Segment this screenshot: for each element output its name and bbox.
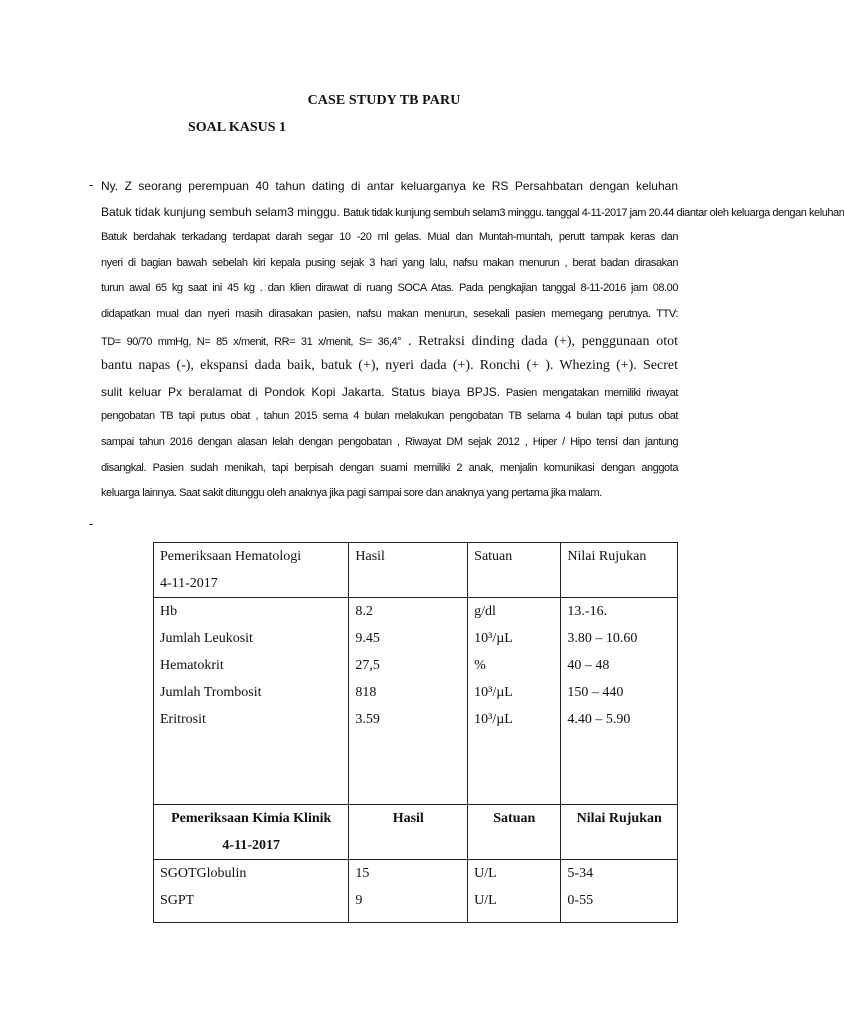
test-result: 15 xyxy=(355,866,370,881)
case-subtitle: SOAL KASUS 1 xyxy=(188,120,287,135)
paragraph-line: bantu napas (-), ekspansi dada baik, batuk (+), nyeri dada (+). Ronchi (+ ). Whezing (+). Secret xyxy=(101,358,678,374)
paragraph-line: nyeri di bagian bawah sebelah kiri kepala pusing sejak 3 hari yang lalu, nafsu makan menurun , berat badan dirasakan xyxy=(101,256,678,269)
test-result: 27,5 xyxy=(355,658,380,673)
case-paragraph xyxy=(101,174,844,507)
test-name: Hb xyxy=(160,604,178,619)
test-reference: 13.-16. xyxy=(567,604,608,619)
hematology-header-row xyxy=(154,543,678,598)
test-reference: 4.40 – 5.90 xyxy=(567,712,631,727)
reference-column xyxy=(561,860,678,923)
test-name: Hematokrit xyxy=(160,658,224,673)
test-name-column xyxy=(154,598,349,805)
reference-column xyxy=(561,598,678,805)
test-unit: g/dl xyxy=(474,604,496,619)
test-reference: 3.80 – 10.60 xyxy=(567,631,638,646)
test-unit: % xyxy=(474,658,486,673)
test-reference: 150 – 440 xyxy=(567,685,624,700)
test-name: SGPT xyxy=(160,893,195,908)
document-title: CASE STUDY TB PARU xyxy=(307,93,461,108)
test-result: 9.45 xyxy=(355,631,380,646)
paragraph-line: keluarga lainnya. Saat sakit ditunggu oleh anaknya jika pagi sampai sore dan anaknya yang pertama jika malam. xyxy=(101,487,602,500)
paragraph-line: Batuk berdahak terkadang terdapat darah segar 10 -20 ml gelas. Mual dan Muntah-muntah, perutt tampak keras dan xyxy=(101,231,678,244)
test-unit: 10³/µL xyxy=(474,712,513,727)
result-column xyxy=(349,860,468,923)
header-cell: Pemeriksaan Kimia Klinik 4-11-2017 xyxy=(154,805,349,860)
chemistry-body-row xyxy=(154,860,678,923)
header-cell: Hasil xyxy=(349,805,468,860)
header-cell: Nilai Rujukan xyxy=(561,543,678,598)
test-unit: 10³/µL xyxy=(474,685,513,700)
header-cell: Satuan xyxy=(468,805,561,860)
result-column xyxy=(349,598,468,805)
unit-column xyxy=(468,860,561,923)
paragraph-line: disangkal. Pasien sudah menikah, tapi berpisah dengan suami memiliki 2 anak, menjalin komunikasi dengan anggota xyxy=(101,461,678,474)
hematology-body-row xyxy=(154,598,678,805)
paragraph-line: Ny. Z seorang perempuan 40 tahun dating di antar keluarganya ke RS Persahbatan dengan keluhan xyxy=(101,179,678,193)
lab-results-table xyxy=(153,542,678,923)
test-unit: U/L xyxy=(474,866,497,881)
header-cell: Hasil xyxy=(349,543,468,598)
paragraph-line: pengobatan TB tapi putus obat , tahun 2015 sema 4 bulan melakukan pengobatan TB selama 4 bulan tapi putus obat xyxy=(101,410,678,423)
test-result: 3.59 xyxy=(355,712,380,727)
test-reference: 0-55 xyxy=(567,893,594,908)
paragraph-line: TD= 90/70 mmHg, N= 85 x/menit, RR= 31 x/menit, S= 36,4° . Retraksi dinding dada (+), penggunaan otot xyxy=(101,333,678,349)
header-cell: Nilai Rujukan xyxy=(561,805,678,860)
paragraph-line: sampai tahun 2016 dengan alasan lelah dengan pengobatan , Riwayat DM sejak 2012 , Hiper / Hipo tensi dan jantung xyxy=(101,435,678,448)
bullet-dash: - xyxy=(89,516,94,531)
test-unit: U/L xyxy=(474,893,497,908)
header-cell: Pemeriksaan Hematologi 4-11-2017 xyxy=(154,543,349,598)
test-name: SGOTGlobulin xyxy=(160,866,247,881)
test-unit: 10³/µL xyxy=(474,631,513,646)
paragraph-line: turun awal 65 kg saat ini 45 kg . dan klien dirawat di ruang SOCA Atas. Pada pengkajian tanggal 8-11-2016 jam 08.00 xyxy=(101,282,678,295)
test-reference: 5-34 xyxy=(567,866,594,881)
test-name: Eritrosit xyxy=(160,712,206,727)
paragraph-line: Batuk tidak kunjung sembuh selam3 minggu. Batuk tidak kunjung sembuh selam3 minggu. tanggal 4-11-2017 jam 20.44 diantar oleh keluarga dengan keluhan xyxy=(101,204,844,219)
paragraph-line: sulit keluar Px beralamat di Pondok Kopi Jakarta. Status biaya BPJS. Pasien mengatakan memiliki riwayat xyxy=(101,384,678,399)
header-cell: Satuan xyxy=(468,543,561,598)
test-result: 8.2 xyxy=(355,604,373,619)
test-result: 818 xyxy=(355,685,377,700)
test-name-column xyxy=(154,860,349,923)
test-name: Jumlah Trombosit xyxy=(160,685,262,700)
chemistry-header-row xyxy=(154,805,678,860)
unit-column xyxy=(468,598,561,805)
test-name: Jumlah Leukosit xyxy=(160,631,253,646)
test-reference: 40 – 48 xyxy=(567,658,610,673)
test-result: 9 xyxy=(355,893,363,908)
bullet-dash: - xyxy=(89,177,94,192)
paragraph-line: didapatkan mual dan nyeri masih dirasakan pasien, nafsu makan menurun, sesekali pasien memegang perutnya. TTV: xyxy=(101,307,678,320)
